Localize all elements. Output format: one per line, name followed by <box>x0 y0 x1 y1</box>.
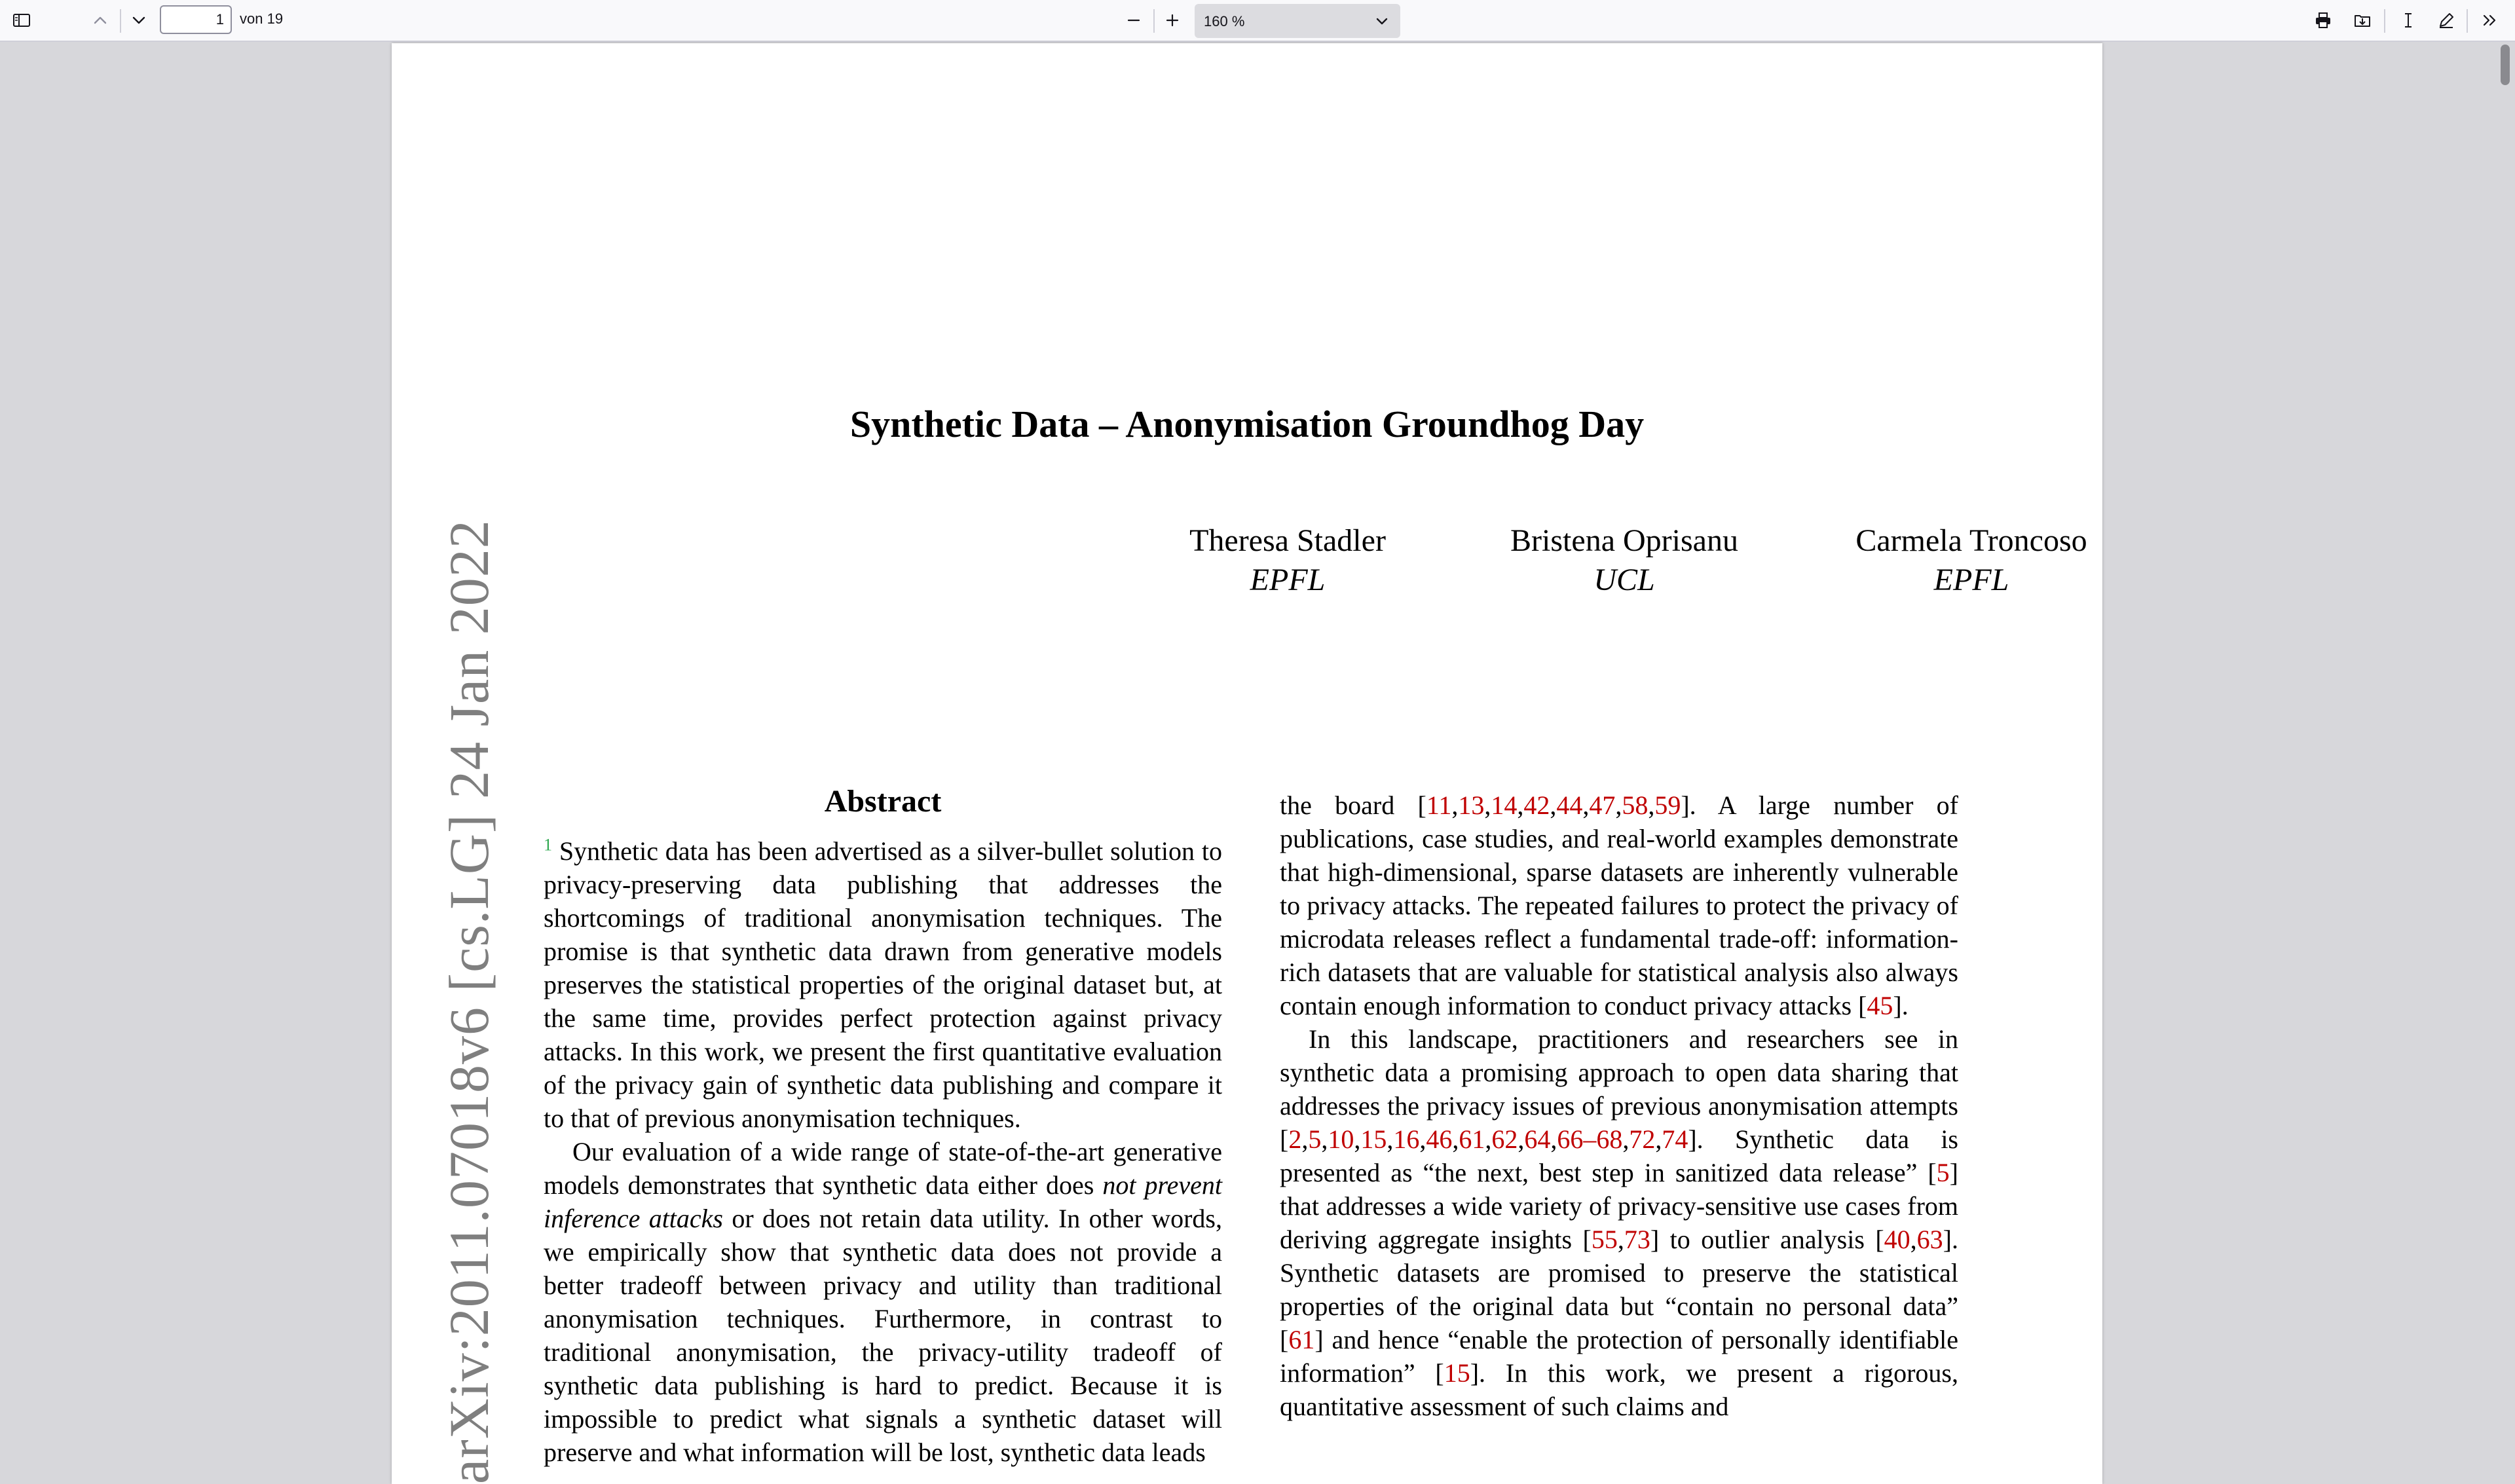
citation-link[interactable]: 13 <box>1458 790 1485 820</box>
author-affiliation: EPFL <box>1250 563 1326 597</box>
citation-link[interactable]: 61 <box>1459 1124 1485 1154</box>
double-chevron-right-icon <box>2479 10 2500 31</box>
citation-link[interactable]: 5 <box>1308 1124 1322 1154</box>
page-count-label: von 19 <box>240 10 284 27</box>
left-column <box>544 834 1222 1469</box>
citation-link[interactable]: 46 <box>1426 1124 1453 1154</box>
citation-link[interactable]: 73 <box>1624 1225 1650 1254</box>
pdf-viewer[interactable] <box>0 42 2515 1484</box>
pdf-toolbar <box>0 0 2515 42</box>
citation-link[interactable]: 11 <box>1426 790 1452 820</box>
toolbar-separator <box>2467 9 2468 33</box>
chevron-down-icon <box>128 10 149 31</box>
abstract-paragraph-2: Our evaluation of a wide range of state-of-the-art generative models demonstrates that synthetic data either does not prevent inference attacks or does not retain data utility. In other words, we empirically show that synthetic data does not provide a better tradeoff between privacy and utility than traditional anonymisation techniques. Furthermore, in contrast to traditional anonymisation, the privacy-utility tradeoff of synthetic data publishing is hard to predict. Because it is impossible to predict what signals a synthetic dataset will preserve and what information will be lost, synthetic data leads <box>544 1137 1222 1467</box>
citation-link[interactable]: 55 <box>1591 1225 1618 1254</box>
reference-list: 2,5,10,15,16,46,61,62,64,66–68,72,74 <box>1288 1124 1688 1154</box>
author-name: Bristena Oprisanu <box>1510 523 1738 558</box>
pdf-page <box>392 43 2102 1484</box>
citation-link[interactable]: 16 <box>1393 1124 1420 1154</box>
citation-link[interactable]: 63 <box>1916 1225 1943 1254</box>
citation-link[interactable]: 66–68 <box>1557 1124 1623 1154</box>
print-button[interactable] <box>2308 5 2338 35</box>
sidebar-toggle-icon <box>11 10 32 31</box>
more-tools-button[interactable] <box>2474 5 2505 35</box>
citation-link[interactable]: 10 <box>1328 1124 1354 1154</box>
citation-link[interactable]: 15 <box>1360 1124 1387 1154</box>
previous-page-button[interactable] <box>85 5 115 35</box>
scrollbar-thumb[interactable] <box>2501 45 2510 85</box>
citation-link[interactable]: 72 <box>1629 1124 1656 1154</box>
next-page-button[interactable] <box>124 5 154 35</box>
arxiv-stamp: arXiv:2011.07018v6 [cs.LG] 24 Jan 2022 <box>438 519 500 1484</box>
citation-link[interactable]: 58 <box>1622 790 1649 820</box>
zoom-out-icon <box>1123 10 1144 31</box>
author-3 <box>1827 521 2115 600</box>
citation-link[interactable]: 5 <box>1936 1158 1950 1187</box>
toolbar-separator <box>1153 9 1155 33</box>
citation-link[interactable]: 45 <box>1867 991 1893 1020</box>
text-tool-button[interactable] <box>2393 5 2423 35</box>
toolbar-separator <box>120 9 121 33</box>
print-icon <box>2313 10 2334 31</box>
draw-tool-button[interactable] <box>2431 5 2461 35</box>
citation-link[interactable]: 62 <box>1491 1124 1518 1154</box>
footnote-mark[interactable]: 1 <box>544 835 552 855</box>
chevron-up-icon <box>90 10 111 31</box>
draw-icon <box>2436 10 2457 31</box>
text-cursor-icon <box>2398 10 2419 31</box>
abstract-paragraph-1: $^1$ Synthetic data has been advertised as a silver-bullet solution to privacy-preserving data publishing that addresses the shortcomings of traditional anonymisation techniques. The promise is that synthetic data drawn from generative models preserves the statistical properties of the original dataset but, at the same time, provides perfect protection against privacy attacks. In this work, we present the first quantitative evaluation of the privacy gain of synthetic data publishing and compare it to that of previous anonymisation techniques. <box>544 835 1223 1133</box>
zoom-value: 160 % <box>1204 13 1245 29</box>
citation-link[interactable]: 40 <box>1884 1225 1910 1254</box>
citation-link[interactable]: 15 <box>1444 1358 1470 1388</box>
page-number-input[interactable] <box>160 5 232 34</box>
zoom-in-button[interactable] <box>1157 5 1187 35</box>
citation-link[interactable]: 14 <box>1491 790 1518 820</box>
citation-link[interactable]: 44 <box>1556 790 1583 820</box>
reference-list: 40,63 <box>1884 1225 1943 1254</box>
citation-link[interactable]: 47 <box>1589 790 1616 820</box>
citation-link[interactable]: 74 <box>1662 1124 1688 1154</box>
save-icon <box>2352 10 2373 31</box>
save-button[interactable] <box>2347 5 2377 35</box>
citation-link[interactable]: 42 <box>1523 790 1550 820</box>
citation-link[interactable]: 64 <box>1524 1124 1551 1154</box>
reference-list: 11,13,14,42,44,47,58,59 <box>1426 790 1681 820</box>
zoom-in-icon <box>1162 10 1183 31</box>
author-2 <box>1447 521 1801 600</box>
paper-title: Synthetic Data – Anonymisation Groundhog Day <box>849 403 1645 445</box>
zoom-out-button[interactable] <box>1119 5 1149 35</box>
chevron-down-icon <box>1371 10 1392 31</box>
citation-link[interactable]: 59 <box>1654 790 1681 820</box>
sidebar-toggle-button[interactable] <box>7 5 37 35</box>
intro-paragraph-2: In this landscape, practitioners and researchers see in synthetic data a promising approach to open data sharing that addresses the privacy issues of previous anonymisation attempts [2,5,10,15,16,46,61,62,64,66–68,72,74]. Synthetic data is presented as “the next, best step in sanitized data release” [5] that addresses a wide variety of privacy-sensitive use cases from deriving aggregate insights [55,73] to outlier analysis [40,63]. Synthetic datasets are promised to preserve the statistical properties of the original data but “contain no personal data” [61] and hence “enable the protection of personally identifiable information” [15]. In this work, we present a rigorous, quantitative assessment of such claims and <box>1280 1024 1958 1421</box>
vertical-scrollbar[interactable] <box>2495 42 2515 1415</box>
zoom-select[interactable] <box>1195 4 1400 38</box>
citation-link[interactable]: 61 <box>1288 1325 1315 1354</box>
reference-list: 55,73 <box>1591 1225 1650 1254</box>
author-name: Theresa Stadler <box>1189 523 1386 558</box>
right-column <box>1280 788 1958 1423</box>
author-1 <box>1157 521 1419 600</box>
intro-paragraph-1: the board [11,13,14,42,44,47,58,59]. A large number of publications, case studies, and real-world examples demonstrate that high-dimensional, sparse datasets are inherently vulnerable to privacy attacks. The repeated failures to protect the privacy of microdata releases reflect a fundamental trade-off: information-rich datasets that are valuable for statistical analysis also always contain enough information to conduct privacy attacks [45]. <box>1280 790 1958 1020</box>
author-affiliation: EPFL <box>1933 563 2009 597</box>
author-name: Carmela Troncoso <box>1855 523 2087 558</box>
citation-link[interactable]: 2 <box>1288 1124 1302 1154</box>
abstract-heading: Abstract <box>824 784 942 819</box>
author-affiliation: UCL <box>1593 563 1655 597</box>
toolbar-separator <box>2384 9 2385 33</box>
